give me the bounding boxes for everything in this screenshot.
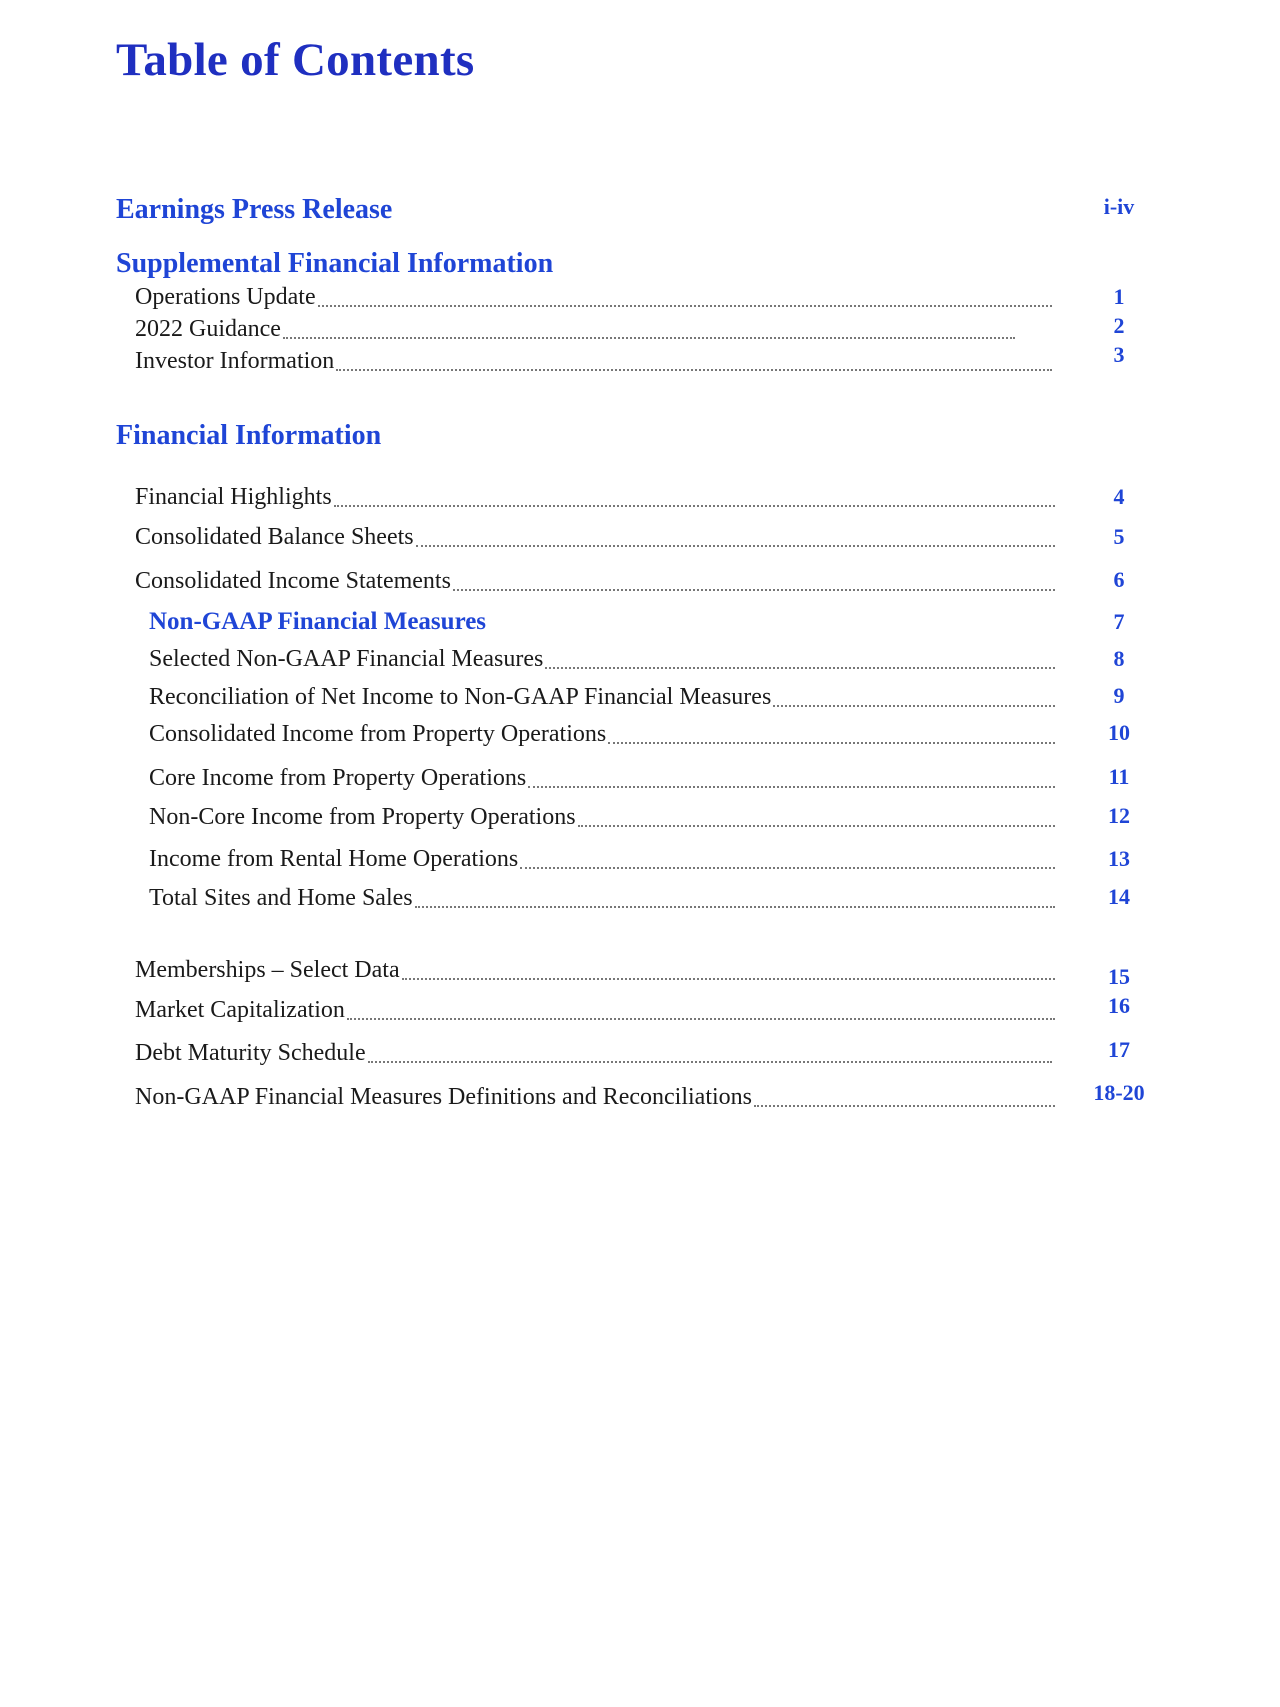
toc-entry-label: Consolidated Income from Property Operations bbox=[149, 721, 607, 747]
toc-entry-2022-guidance[interactable] bbox=[135, 314, 1015, 344]
dot-leader bbox=[773, 705, 1055, 707]
toc-entry-label: Debt Maturity Schedule bbox=[135, 1040, 366, 1066]
toc-entry-consolidated-balance-sheets[interactable] bbox=[135, 522, 1055, 552]
toc-page-number[interactable]: 3 bbox=[1113, 342, 1125, 367]
dot-leader bbox=[283, 337, 1015, 339]
toc-entry-income-from-rental-home-operations[interactable] bbox=[149, 844, 1055, 874]
toc-entry-label: Investor Information bbox=[135, 348, 335, 374]
toc-entry-total-sites-and-home-sales[interactable] bbox=[149, 883, 1055, 913]
dot-leader bbox=[520, 867, 1055, 869]
toc-page-number[interactable]: 8 bbox=[1113, 646, 1125, 671]
dot-leader bbox=[415, 906, 1055, 908]
toc-entry-selected-non-gaap-financial-measures[interactable] bbox=[149, 644, 1055, 674]
dot-leader bbox=[416, 545, 1055, 547]
toc-page-number[interactable]: 6 bbox=[1113, 567, 1125, 592]
toc-page-number[interactable]: 12 bbox=[1108, 803, 1130, 828]
toc-entry-label: Market Capitalization bbox=[135, 997, 345, 1023]
toc-entry-operations-update[interactable] bbox=[135, 282, 1052, 312]
toc-entry-label: Non-Core Income from Property Operations bbox=[149, 804, 576, 830]
toc-entry-consolidated-income-from-property-operations[interactable] bbox=[149, 719, 1055, 749]
toc-page-number[interactable]: 1 bbox=[1113, 284, 1125, 309]
toc-page-number[interactable]: 4 bbox=[1113, 484, 1125, 509]
toc-entry-label: Memberships – Select Data bbox=[135, 957, 400, 983]
toc-entry-investor-information[interactable] bbox=[135, 346, 1052, 376]
toc-entry-label: Selected Non-GAAP Financial Measures bbox=[149, 646, 544, 672]
toc-page-number[interactable]: 16 bbox=[1108, 993, 1130, 1018]
toc-entry-label: Core Income from Property Operations bbox=[149, 765, 527, 791]
dot-leader bbox=[545, 667, 1055, 669]
dot-leader bbox=[347, 1018, 1055, 1020]
toc-page-number[interactable]: 9 bbox=[1113, 683, 1125, 708]
toc-entry-memberships-select-data[interactable] bbox=[135, 955, 1055, 985]
dot-leader bbox=[608, 742, 1055, 744]
non-gaap-financial-measures-link[interactable]: Non-GAAP Financial Measures bbox=[149, 608, 487, 635]
toc-entry-label: Reconciliation of Net Income to Non-GAAP Financial Measures bbox=[149, 684, 772, 710]
dot-leader bbox=[336, 369, 1052, 371]
toc-page-number[interactable]: 10 bbox=[1108, 720, 1130, 745]
toc-entry-reconciliation-of-net-income[interactable] bbox=[149, 682, 1055, 712]
toc-entry-consolidated-income-statements[interactable] bbox=[135, 566, 1055, 596]
dot-leader bbox=[334, 505, 1055, 507]
toc-entry-debt-maturity-schedule[interactable] bbox=[135, 1038, 1052, 1068]
toc-entry-financial-highlights[interactable] bbox=[135, 482, 1055, 512]
toc-entry-label: Non-GAAP Financial Measures Definitions and Reconciliations bbox=[135, 1084, 752, 1110]
supplemental-financial-information-heading[interactable]: Supplemental Financial Information bbox=[116, 248, 554, 279]
toc-entry-non-gaap-definitions-and-reconciliations[interactable] bbox=[135, 1082, 1055, 1112]
earnings-press-release-link[interactable]: Earnings Press Release bbox=[116, 194, 393, 225]
dot-leader bbox=[453, 589, 1055, 591]
toc-entry-market-capitalization[interactable] bbox=[135, 995, 1055, 1025]
dot-leader bbox=[318, 305, 1052, 307]
dot-leader bbox=[368, 1061, 1052, 1063]
toc-entry-label: Income from Rental Home Operations bbox=[149, 846, 519, 872]
toc-page-number[interactable]: 11 bbox=[1108, 764, 1130, 789]
toc-page-number[interactable]: 14 bbox=[1108, 884, 1130, 909]
dot-leader bbox=[578, 825, 1055, 827]
toc-page-number[interactable]: 18-20 bbox=[1093, 1080, 1145, 1105]
financial-information-heading[interactable]: Financial Information bbox=[116, 420, 382, 451]
toc-entry-label: Operations Update bbox=[135, 284, 316, 310]
toc-entry-label: Total Sites and Home Sales bbox=[149, 885, 413, 911]
toc-page-number[interactable]: 7 bbox=[1113, 609, 1125, 634]
dot-leader bbox=[402, 978, 1055, 980]
toc-entry-label: Financial Highlights bbox=[135, 484, 332, 510]
toc-page-number[interactable]: 15 bbox=[1108, 964, 1130, 989]
toc-entry-label: 2022 Guidance bbox=[135, 316, 281, 342]
toc-entry-label: Consolidated Income Statements bbox=[135, 568, 451, 594]
dot-leader bbox=[528, 786, 1055, 788]
toc-page-number[interactable]: 5 bbox=[1113, 524, 1125, 549]
toc-entry-non-core-income-from-property-operations[interactable] bbox=[149, 802, 1055, 832]
toc-page-number[interactable]: 2 bbox=[1113, 313, 1125, 338]
toc-page-number[interactable]: 17 bbox=[1108, 1037, 1130, 1062]
toc-entry-label: Consolidated Balance Sheets bbox=[135, 524, 414, 550]
earnings-press-release-page[interactable]: i-iv bbox=[1103, 194, 1135, 219]
toc-page-number[interactable]: 13 bbox=[1108, 846, 1130, 871]
toc-entry-core-income-from-property-operations[interactable] bbox=[149, 763, 1055, 793]
dot-leader bbox=[754, 1105, 1055, 1107]
page-title: Table of Contents bbox=[116, 34, 475, 86]
